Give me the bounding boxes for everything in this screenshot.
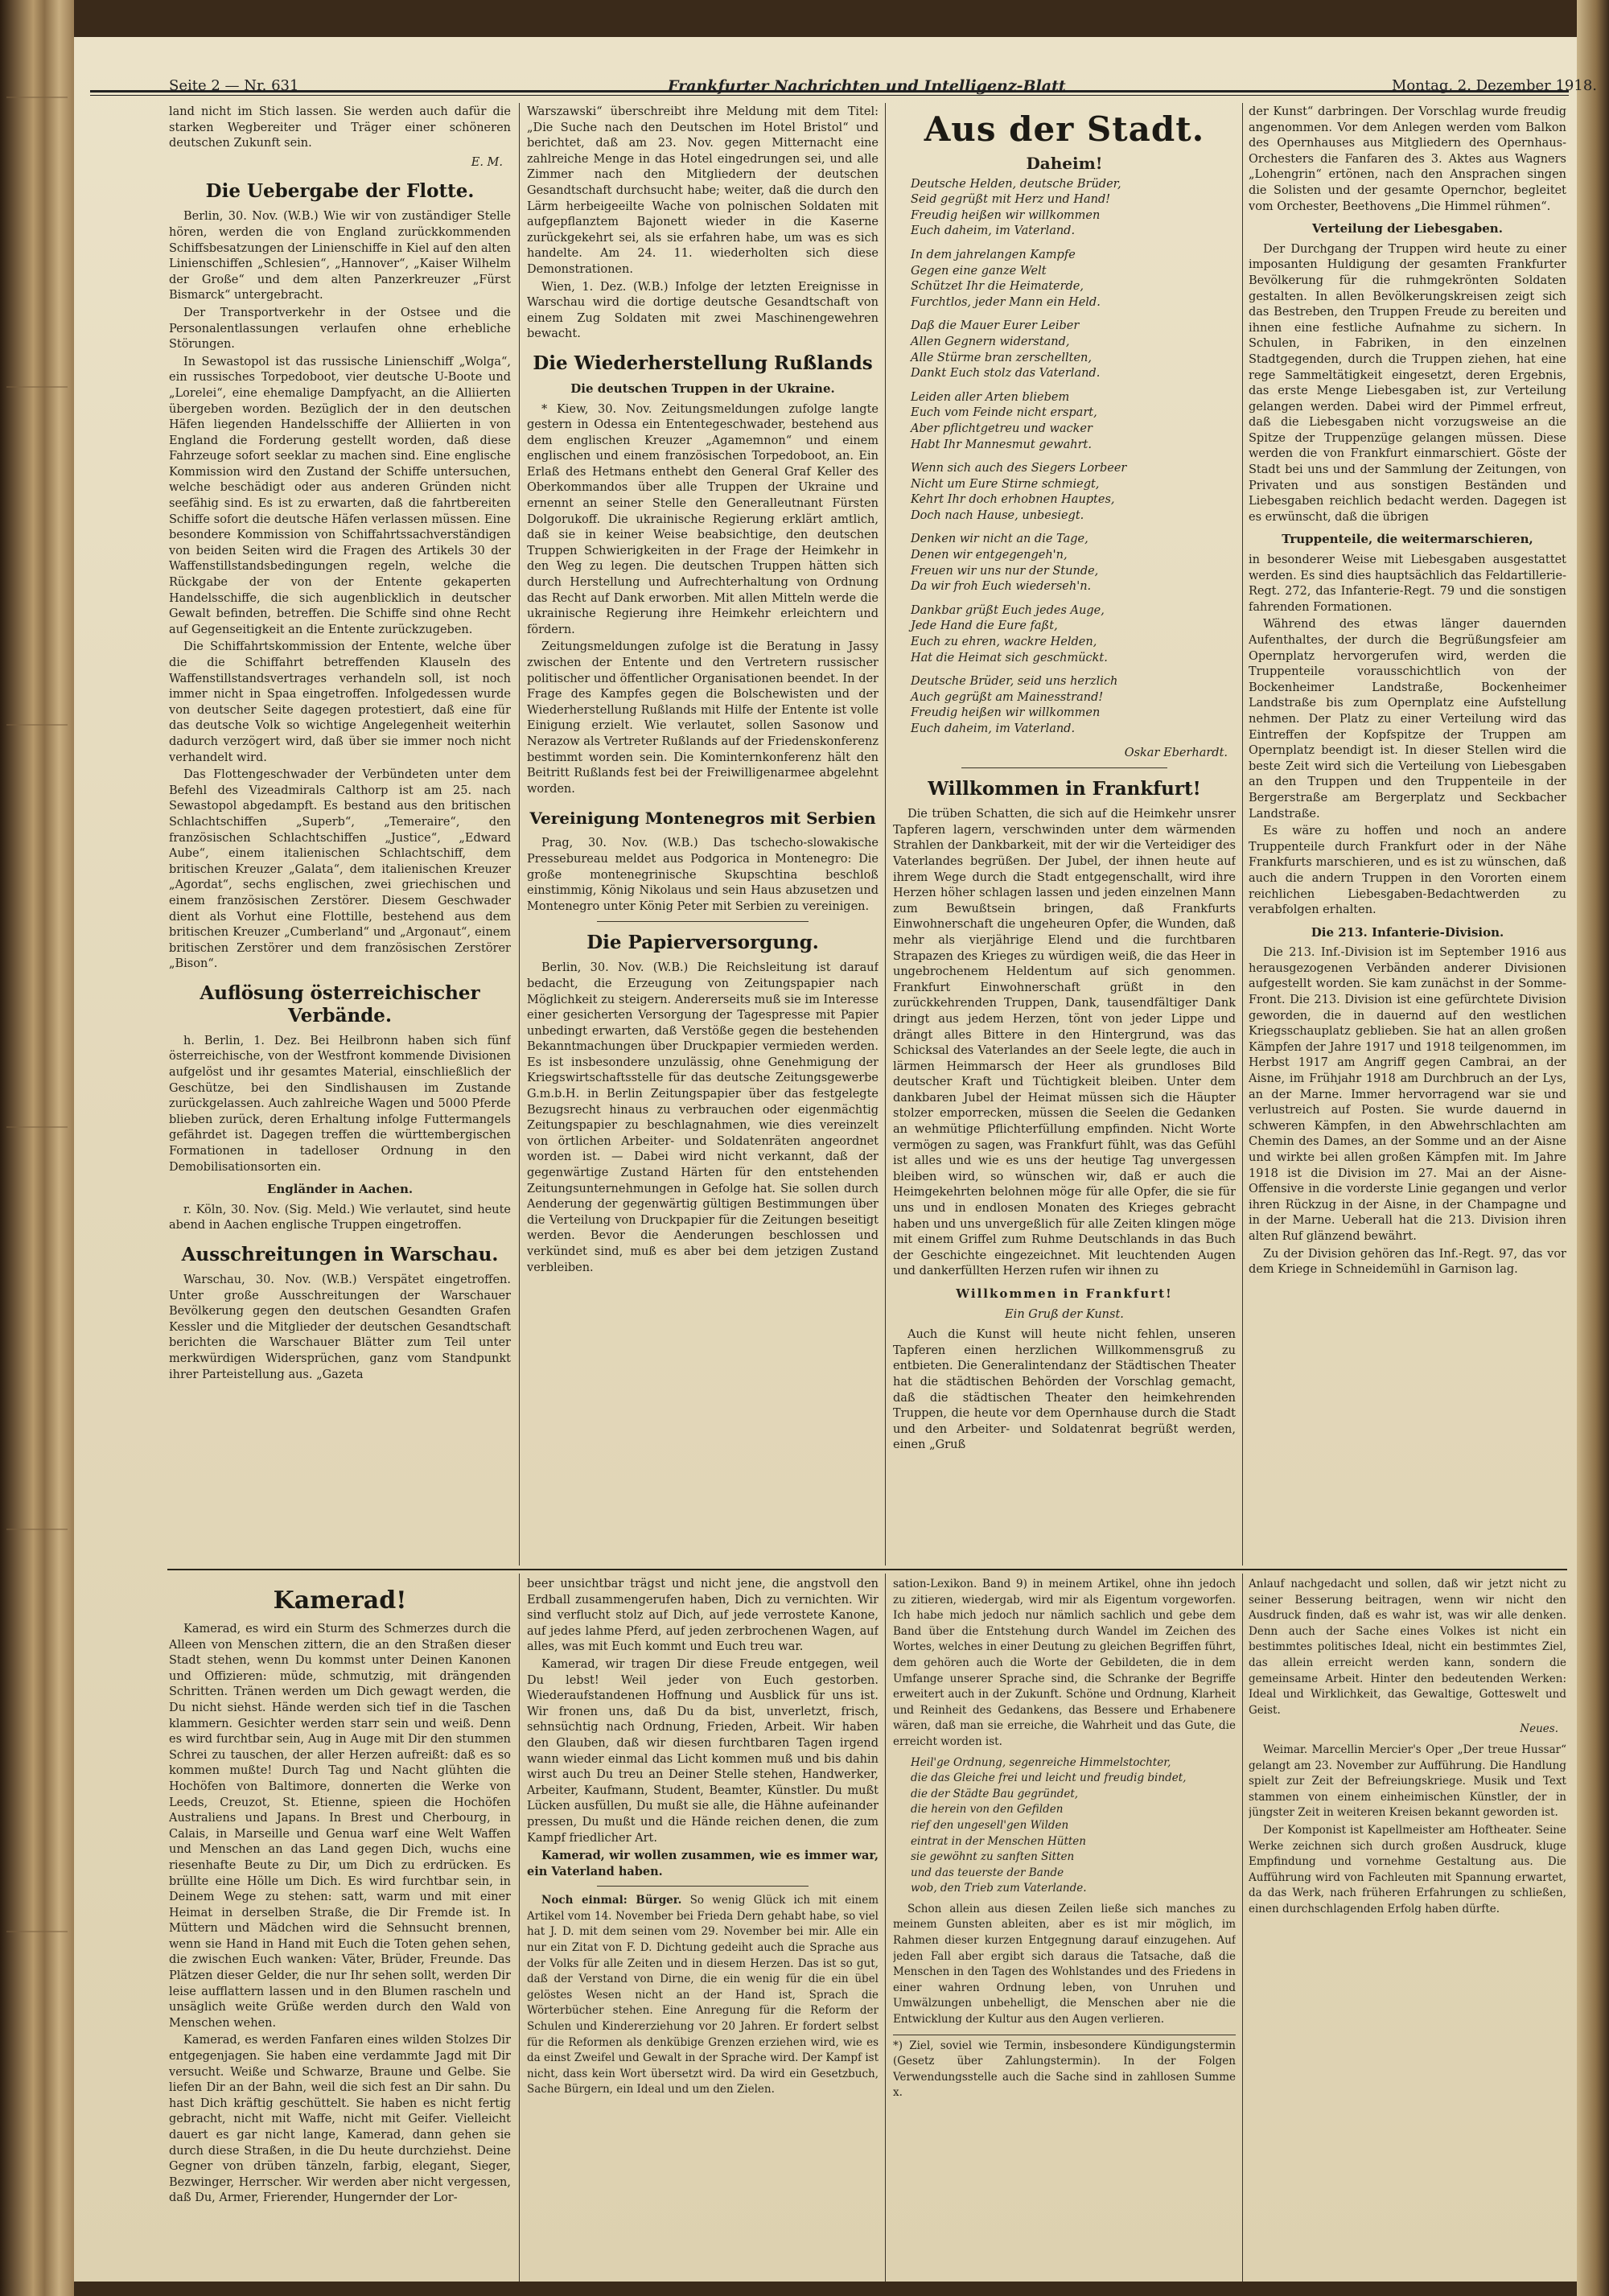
paragraph: Der Komponist ist Kapellmeister am Hoftheater. Seine Werke zeichnen sich durch großen Ausdruck, kluge Empfindung und vornehme Gestaltung aus. Die Aufführung wird von Fachleuten mit Spannung erwartet, da das Werk, nach früheren Erfahrungen zu schließen, einen durchschlagenden Erfolg haben dürfte. <box>1249 1823 1566 1915</box>
paragraph: Zeitungsmeldungen zufolge ist die Beratung in Jassy zwischen der Entente und den Vertretern russischer politischer und öffentlicher Organisationen beendet. In der Frage des Kampfes gegen die Bolschewisten und der Wiederherstellung Rußlands mit Hilfe der Entente ist volle Einigung erzielt. Wie verlautet, sollen Sasonow und Nerazow als Vertreter Rußlands auf der Friedenskonferenz bestimmt worden sein. Die Kominternkonferenz hält den Beitritt Rußlands fest bei der Freiwilligenarmee abgelehnt worden. <box>527 640 879 796</box>
poem-line: Hat die Heimat sich geschmückt. <box>911 651 1108 665</box>
poem-line: Freudig heißen wir willkommen <box>911 706 1101 720</box>
paragraph: Der Transportverkehr in der Ostsee und die Personalentlassungen verlaufen ohne erhebliche Störungen. <box>169 306 511 352</box>
paragraph: sation-Lexikon. Band 9) in meinem Artikel, ohne ihn jedoch zu zitieren, wiedergab, wird mir als Eigentum vorgeworfen. Ich habe mich jedoch nur nämlich sachlich und gebe dem Band über die Entstehung durch Wandel im Zeichen des Wortes, welches in einer Deutung zu gleichen Begriffen führt, dem gehören auch die Worte der Gebildeten, die in dem Umfange unserer Sprache sind, die Schranke der Begriffe erweitert auch in der Zukunft. Schöne und Ordnung, Klarheit und Reinheit des Gedankens, das Bessere und Erhabenere wären, daß man sie erreiche, die Wahrheit und das Gute, die erreicht worden ist. <box>893 1578 1236 1748</box>
headline-aachen: Engländer in Aachen. <box>266 1182 414 1197</box>
poem-stanza <box>911 390 1236 453</box>
poem-line: Daß die Mauer Eurer Leiber <box>911 319 1080 333</box>
quote-line: eintrat in der Menschen Hütten <box>911 1834 1086 1848</box>
headline-aus-der-stadt: Aus der Stadt. <box>924 109 1205 149</box>
headline-flotte: Die Uebergabe der Flotte. <box>205 180 475 203</box>
poem-line: Wenn sich auch des Siegers Lorbeer <box>911 462 1127 475</box>
poem-title: Daheim! <box>1026 154 1103 173</box>
subheadline-liebesgaben: Verteilung der Liebesgaben. <box>1312 221 1503 237</box>
headline-warschau: Ausschreitungen in Warschau. <box>181 1244 499 1265</box>
poem-line: In dem jahrelangen Kampfe <box>911 248 1076 261</box>
paragraph: Kamerad, wir wollen zusammen, wie es immer war, ein Vaterland haben. <box>527 1849 879 1878</box>
paragraph: Auch die Kunst will heute nicht fehlen, unseren Tapferen einen herzlichen Willkommensgruß zu entbieten. Die Generalintendanz der Städtischen Theater hat die städtischen Behörden der Vorschlag gemacht, daß die städtischen Theater den heimkehrenden Truppen, die heute vor dem Opernhause durch die Stadt und den Arbeiter- und Soldatenrat begrüßt werden, einen „Gruß <box>893 1328 1236 1452</box>
poem-line: Seid gegrüßt mit Herz und Hand! <box>911 193 1111 207</box>
page-edge <box>1577 0 1609 2296</box>
column-signature: Neues. <box>1520 1722 1558 1736</box>
column-4 <box>1249 105 1566 1565</box>
quote-line: sie gewöhnt zu sanften Sitten <box>911 1850 1075 1864</box>
column-3 <box>893 105 1236 1565</box>
poem-stanza <box>911 603 1236 666</box>
headline-papier: Die Papierversorgung. <box>586 932 819 954</box>
paragraph: Schon allein aus diesen Zeilen ließe sich manches zu meinem Gunsten ableiten, aber es ist mir möglich, im Rahmen dieser kurzen Entgegnung darauf einzugehen. Auf jeden Fall aber ergibt sich daraus die Tatsache, daß die Menschen in den Tagen des Wohlstandes und des Friedens in einer wahren Ordnung leben, von Unruhen und Umwälzungen unbehelligt, die Menschen aber nie die Entwicklung der Kultur aus den Augen verlieren. <box>893 1902 1236 2026</box>
poem-line: Euch vom Feinde nicht erspart, <box>911 406 1097 420</box>
note-text: So wenig Glück ich mit einem Artikel vom 14. November bei Frieda Dern gehabt habe, so viel hat J. D. mit dem seinen vom 29. November bei mir. Alle ein nur ein Zitat von F. D. Dichtung gedeiht auch die Sprache aus der Volks für alle Zeiten und in diesem Herzen. Das ist so gut, daß der Verstand von Dirne, die ein wenig für die ein übel gelöstes Wesen nicht an der Hand ist, Sprach die Wörterbücher stehen. Eine Anregung für die Reform der Schulen und Kindererziehung vor 20 Jahren. Er fordert selbst für die Reformen als denkübige Grenzen erziehen wird, wie es da einst Zweifel und Gewalt in der Sprache wird. Der Kampf ist nicht, dass kein Wort übersetzt wird. Da wird ein Gesetzbuch, Sache Bürgern, ein Ideal und um den Zielen. <box>527 1894 879 2096</box>
poem-line: Euch zu ehren, wackre Helden, <box>911 636 1097 649</box>
subheadline-division: Die 213. Infanterie-Division. <box>1311 924 1504 940</box>
poem-stanza <box>911 674 1236 737</box>
page-number: Seite 2 — Nr. 631 <box>169 77 299 94</box>
poem-line: Da wir froh Euch wiederseh'n. <box>911 580 1092 594</box>
poem-line: Allen Gegnern widerstand, <box>911 335 1070 348</box>
quote-line: wob, den Trieb zum Vaterlande. <box>911 1882 1087 1895</box>
article-intro: land nicht im Stich lassen. Sie werden auch dafür die starken Wegbereiter und Träger einer schöneren deutschen Zukunft sein. <box>169 105 511 150</box>
paragraph: Die Schiffahrtskommission der Entente, welche über die die Schiffahrt betreffenden Klauseln des Waffenstillstandsvertrages verhandeln soll, ist noch immer nicht in Spaa eingetroffen. Infolgedessen wurde von deutscher Seite dagegen protestiert, daß eine für das deutsche Volk so wichtige Angelegenheit weiterhin dadurch verzögert wird, daß über sie immer noch nicht verhandelt wird. <box>169 640 511 764</box>
poem-stanza <box>911 248 1236 311</box>
poem-stanza <box>911 319 1236 381</box>
poem-line: Freudig heißen wir willkommen <box>911 208 1101 222</box>
feuilleton-column-4 <box>1249 1577 1566 2277</box>
poem-line: Denken wir nicht an die Tage, <box>911 533 1088 546</box>
headline-kamerad: Kamerad! <box>273 1586 407 1615</box>
quote-line: Heil'ge Ordnung, segenreiche Himmelstochter, <box>911 1755 1171 1769</box>
note-paragraph <box>527 1893 879 2098</box>
note-title: Noch einmal: Bürger. <box>541 1894 682 1907</box>
quote-line: rief den ungesell'gen Wilden <box>911 1818 1069 1832</box>
subheadline-truppenteile: Truppenteile, die weitermarschieren, <box>1282 532 1533 547</box>
paragraph: Berlin, 30. Nov. (W.B.) Die Reichsleitung ist darauf bedacht, die Erzeugung von Zeitungspapier nach Möglichkeit zu steigern. Andererseits muß sie im Interesse einer gesicherten Versorgung der Tagespresse mit Papier unbedingt erwarten, daß Verstöße gegen die bestehenden Bekanntmachungen über Druckpapier vermieden werden. Es ist insbesondere unzulässig, ohne Genehmigung der Kriegswirtschaftsstelle für das deutsche Zeitungsgewerbe G.m.b.H. in Berlin Zeitungspapier über das festgelegte Bezugsrecht hinaus zu verbrauchen oder eigenmächtig Zeitungspapier zu beschlagnahmen, wie dies vereinzelt von örtlichen Arbeiter- und Soldatenräten angeordnet worden ist. — Dabei wird nicht verkannt, daß der gegenwärtige Zustand Härten für den entstehenden Zeitungsunternehmungen in Gefolge hat. Sie sollen durch Aenderung der gegenwärtig gültigen Bestimmungen über die Verteilung von Druckpapier für die Zeitungen beseitigt werden. Bevor die Aenderungen beschlossen und verkündet sind, muß es aber bei dem jetzigen Zustand verbleiben. <box>527 961 879 1274</box>
quote-line: und das teuerste der Bande <box>911 1866 1064 1879</box>
paragraph: Anlauf nachgedacht und sollen, daß wir jetzt nicht zu seiner Besserung beitragen, wenn wir nicht den Ausdruck finden, daß es wahr ist, was wir alle denken. Denn auch der Sache eines Volkes ist nicht ein bestimmtes politisches Ideal, nicht ein bestimmtes Ziel, das allein erreicht werden kann, sondern die gemeinsame Arbeit. Hinter den bedeutenden Werken: Ideal und Wirklichkeit, das Gewaltige, Gotteswelt und Geist. <box>1249 1578 1566 1717</box>
poem-line: Habt Ihr Mannesmut gewahrt. <box>911 438 1092 451</box>
paragraph: Wien, 1. Dez. (W.B.) Infolge der letzten Ereignisse in Warschau wird die dortige deutsche Gesandtschaft von einem Zug Soldaten mit zwei Maschinengewehren bewacht. <box>527 280 879 341</box>
poem-line: Auch gegrüßt am Mainesstrand! <box>911 690 1104 704</box>
poem-line: Schützet Ihr die Heimaterde, <box>911 280 1084 294</box>
paragraph: Kamerad, wir tragen Dir diese Freude entgegen, weil Du lebst! Weil jeder von Euch gestorben. Wiederaufstandenen Hoffnung und Ausblick für uns ist. Wir fronen uns, daß Du da bist, unverletzt, frisch, sehnsüchtig nach Ordnung, Frieden, Arbeit. Wir haben den Glauben, daß wir diesen furchtbaren Tagen irgend wann wieder einmal das Licht kommen muß und bis dahin wirst auch Du treu an Deiner Stelle stehen, Handwerker, Arbeiter, Kaufmann, Student, Beamter, Künstler. Du mußt Lücken ausfüllen, Du mußt sie alle, die Hähne aufeinander pressen, Du mußt und die Hände reichen denen, die zum Kampf friedlicher Art. <box>527 1657 879 1845</box>
schiller-quote <box>893 1755 1236 1897</box>
column-rule <box>519 103 520 1566</box>
paragraph: Berlin, 30. Nov. (W.B.) Wie wir von zuständiger Stelle hören, werden die von England zurückkommenden Schiffsbesatzungen der Linienschiffe in Kiel auf den alten Linienschiffen „Schlesien“, „Hannover“, „Kaiser Wilhelm der Große“ und dem alten Panzerkreuzer „Fürst Bismarck“ untergebracht. <box>169 210 511 302</box>
section-rule <box>167 1569 1567 1570</box>
paragraph: h. Berlin, 1. Dez. Bei Heilbronn haben sich fünf österreichische, von der Westfront kommende Divisionen aufgelöst und ihr gesamtes Material, einschließlich der Geschütze, bei den Sindlishausen im Zustande zurückgelassen. Auch zahlreiche Wagen und 5000 Pferde blieben zurück, deren Erhaltung infolge Futtermangels gefährdet ist. Dagegen treffen die württembergischen Formationen in tadelloser Ordnung in den Demobilisationsorten ein. <box>169 1034 511 1174</box>
feuilleton-column-1 <box>169 1577 511 2277</box>
poem-line: Aber pflichtgetreu und wacker <box>911 422 1093 435</box>
quote-line: die der Städte Bau gegründet, <box>911 1787 1079 1800</box>
poem-line: Doch nach Hause, unbesiegt. <box>911 508 1084 522</box>
poem-stanza <box>911 532 1236 595</box>
column-rule <box>1242 103 1243 1566</box>
column-2 <box>527 105 879 1565</box>
issue-date: Montag, 2. Dezember 1918. <box>1392 77 1598 94</box>
paragraph: beer unsichtbar trägst und nicht jene, die angstvoll den Erdball zusammengerufen haben, Dich zu vernichten. Wir sind verflucht stolz auf Dich, auf jede verrostete Kanone, auf jedes lahme Pferd, auf jeden zerbrochenen Wagen, auf alles, was mit Euch kommt und Euch treu war. <box>527 1578 879 1654</box>
paragraph: Zu der Division gehören das Inf.-Regt. 97, das vor dem Kriege in Schneidemühl in Garnison lag. <box>1249 1247 1566 1277</box>
paragraph: Kamerad, es werden Fanfaren eines wilden Stolzes Dir entgegenjagen. Sie haben eine verdammte Jagd mit Dir versucht. Weiße und Schwarze, Braune und Gelbe. Sie liefen Dir an der Bahn, weil die sich fest an Dir sahn. Du hast Dich kräftig geschüttelt. Sie haben es nicht fertig gebracht, nicht mit Waffe, nicht mit Geifer. Vielleicht dauert es gar nicht lange, Kamerad, dann gehen sie durch diese Straßen, in die Du heute durchziehst. Deine Gegner von drüben tänzeln, farbig, elegant, Sieger, Bezwinger, Herrscher. Wir werden aber nicht vergessen, daß Du, Armer, Frierender, Hungernder der Lor- <box>169 2034 511 2205</box>
intro-signature: E. M. <box>471 155 503 169</box>
poem-line: Dankt Euch stolz das Vaterland. <box>911 367 1101 381</box>
divider <box>597 921 808 922</box>
poem-line: Denen wir entgegengeh'n, <box>911 549 1068 562</box>
paragraph: Die trüben Schatten, die sich auf die Heimkehr unsrer Tapferen lagern, verschwinden unter dem wärmenden Strahlen der Dankbarkeit, mit der wir die Verteidiger des Vaterlandes begrüßen. Der Jubel, der ihnen heute auf ihrem Wege durch die Stadt entgegenschallt, wird ihre Herzen höher schlagen lassen und jeden einzelnen Mann zum Bewußtsein bringen, daß Frankfurts Einwohnerschaft die ungeheuren Opfer, die Wunden, daß mehr als vierjährige Elend und die furchtbaren Strapazen des Krieges zu würdigen weiß, die das Heer in ungebrochenem Heldentum auf sich genommen. Frankfurt Einwohnerschaft grüßt in den zurückkehrenden Truppen, Dank, tausendfältiger Dank dringt aus jedem Herzen, tönt von jeder Lippe und drängt alles Bittere in den Hintergrund, was das Schicksal des Vaterlandes an der Seele legte, die auch in lärmen Heimmarsch der Heer als grundloses Bild deutscher Kraft und Tüchtigkeit bleiben. Unter dem dankbaren Jubel der Heimat müssen sich die Häupter stolzer emporrecken, müssen die Seelen die Gedanken an wehmütige Pflichterfüllung empfinden. Nicht Worte vermögen zu sagen, was Frankfurt fühlt, was das Gefühl ist alles und wie es uns der heutige Tag unvergessen bleiben wird, so wünschen wir, daß er auch die Heimgekehrten belohnen möge für alle Opfer, die sie für uns und in endlosen Monaten des Krieges gebracht haben und uns unvergeßlich für alle Zeiten klingen möge mit einem Griffel zum Ruhme Deutschlands in das Buch der Geschichte eingezeichnet. Mit leuchtenden Augen und dankerfüllten Herzen rufen wir ihnen zu <box>893 808 1236 1278</box>
paragraph: Es wäre zu hoffen und noch an andere Truppenteile durch Frankfurt oder in der Nähe Frankfurts marschieren, und es ist zu wünschen, daß auch die andern Truppen in den Vororten einem reichlichen Liebesgaben-Bedachtwerden zu verabfolgen erhalten. <box>1249 825 1566 917</box>
feuilleton-column-3 <box>893 1577 1236 2277</box>
paragraph: Die 213. Inf.-Division ist im September 1916 aus herausgezogenen Verbänden anderer Divisionen aufgestellt worden. Sie kam zunächst in der Somme-Front. Die 213. Division ist eine gefürchtete Division geworden, die in dauernd auf den westlichen Kriegsschauplatz geblieben. Sie hat an allen großen Kämpfen der Jahre 1917 und 1918 teilgenommen, im Herbst 1917 am Angriff gegen Cambrai, an der Aisne, im Frühjahr 1918 am Durchbruch an der Lys, an der Marne. Immer hervorragend war sie und verlustreich auf Posten. Sie wurde dauernd in schweren Kämpfen, in den Abwehrschlachten am Chemin des Dames, an der Somme und an der Aisne und wirkte bei allen großen Kämpfen mit. Im Jahre 1918 ist die Division im 27. Mai an der Aisne-Offensive in die vorderste Linie gegangen und verlor ihren Rückzug in der Aisne, in der Champagne und in der Marne. Ueberall hat die 213. Division ihren alten Ruf glänzend bewährt. <box>1249 946 1566 1243</box>
paragraph: Weimar. Marcellin Mercier's Oper „Der treue Hussar“ gelangt am 23. November zur Aufführung. Die Handlung spielt zur Zeit der Befreiungskriege. Musik und Text stammen von einem einheimischen Künstler, der in jüngster Zeit in weiteren Kreisen bekannt geworden ist. <box>1249 1743 1566 1820</box>
poem-line: Leiden aller Arten bliebem <box>911 390 1070 404</box>
paragraph: Der Durchgang der Truppen wird heute zu einer imposanten Huldigung der gesamten Frankfurter Bevölkerung für die ruhmgekrönten Soldaten gestalten. In allen Bevölkerungskreisen zeigt sich das Bestreben, den Truppen Freude zu bereiten und ihnen eine festliche Aufnahme zu sichern. In Schulen, in Fabriken, in den einzelnen Stadtgegenden, durch die Truppen ziehen, hat eine rege Sammeltätigkeit eingesetzt, deren Ergebnis, das erste Menge Liebesgaben ist, zur Verteilung gelangen werden. Dabei wird der Pimmel erfreut, daß die Liebesgaben nicht vorzugsweise an die Spitze der Truppenzüge gelangen müssen. Diese werden die von Frankfurt einmarschiert. Göste der Stadt bei uns und der Sammlung der Zeitungen, von Privaten und aus sonstigen Beständen und Liebesgaben reichlich bedacht werden. Dagegen ist es erwünscht, daß die übrigen <box>1249 242 1566 524</box>
poem-line: Dankbar grüßt Euch jedes Auge, <box>911 603 1105 617</box>
headline-montenegro: Vereinigung Montenegros mit Serbien <box>529 809 876 829</box>
masthead: Frankfurter Nachrichten und Intelligenz-Blatt <box>668 77 1066 95</box>
paragraph: Warschau, 30. Nov. (W.B.) Verspätet eingetroffen. Unter große Ausschreitungen der Warschauer Bevölkerung gegen den deutschen Gesandten Grafen Kessler und die Mitglieder der deutschen Gesandtschaft berichten die Warschauer Blätter zum Teil unter merkwürdigen Widersprüchen, ganz vom Standpunkt ihrer Parteistellung aus. „Gazeta <box>169 1273 511 1381</box>
paragraph: Kamerad, es wird ein Sturm des Schmerzes durch die Alleen von Menschen zittern, die an den Straßen dieser Stadt stehen, wenn Du kommst unter Deinen Kanonen und Offizieren: müde, schmutzig, mit drängenden Schritten. Tränen werden um Dich gewagt werden, die Du nicht siehst. Hände werden sich tief in die Taschen klammern. Gesichter werden starr sein und weiß. Denn es wird furchtbar sein, Aug in Auge mit Dir den stummen Schrei zu tauschen, der aller Herzen aufreißt: daß es so kommen mußte! Durch Tag und Nacht glühten die Hochöfen von Baltimore, donnerten die Werke von Leeds, Creuzot, St. Etienne, spieen die Hochöfen Australiens und Japans. In Brest und Cherbourg, in Calais, in Marseille und Genua warf eine Welt Waffen und Menschen an das Land gegen Dich, wuchs eine riesenhafte Beute zu Dir, um Dich zu erdrücken. Es brüllte eine Hölle um Dich. Es wird furchtbar sein, in Deinem Wege zu stehen: satt, warm und mit einer Heimat in derselben Straße, die Dir Fremde ist. In Müttern und Mädchen wird die Sehnsucht brennen, wenn sie Hand in Hand mit Euch die Toten gehen sehen, die zwischen Euch wanken: Väter, Brüder, Freunde. Das Plätzen dieser Gelder, die nur Ihr sehen sollt, werden Dir leise aufflattern lassen und in den Blumen rascheln und unsäglich weite Grüße werden durch den Wald von Menschen wehen. <box>169 1623 511 2030</box>
poem-stanza <box>911 461 1236 524</box>
poem-line: Kehrt Ihr doch erhobnen Hauptes, <box>911 493 1115 507</box>
poem-line: Freuen wir uns nur der Stunde, <box>911 564 1099 578</box>
paragraph: Während des etwas länger dauernden Aufenthaltes, der durch die Begrüßungsfeier am Opernplatz hervorgerufen wird, werden die Truppenteile vorausschichtlich von der Bockenheimer Landstraße, Bockenheimer Landstraße bis zum Opernplatz eine Aufstellung nehmen. Der Platz zu einer Verteilung wird das Eintreffen der Kopfspitze der Truppen am Opernplatz beendigt ist. In dieser Stellen wird die beste Zeit wird sich die Verteilung von Liebesgaben an den Truppen und den Truppenteile in der Bergerstraße am Bergerplatz und Seckbacher Landstraße. <box>1249 618 1566 821</box>
column-rule <box>885 103 886 1566</box>
column-rule <box>1242 1574 1243 2282</box>
headline-aufloesung: Auflösung österreichischer Verbände. <box>200 981 480 1027</box>
poem-line: Alle Stürme bran zerschellten, <box>911 351 1092 364</box>
header-rule <box>90 90 1569 93</box>
poem-line: Jede Hand die Eure faßt, <box>911 619 1058 633</box>
paragraph: der Kunst“ darbringen. Der Vorschlag wurde freudig angenommen. Vor dem Anlegen werden vom Balkon des Opernhauses aus Mitgliedern des Opernhaus-Orchesters die Fanfaren des 3. Aktes aus Wagners „Lohengrin“ ertönen, nach den Ansprachen singen die Solisten und der gesamte Opernchor, begleitet vom Orchester, Beethovens „Die Himmel rühmen“. <box>1249 105 1566 213</box>
paragraph: in besonderer Weise mit Liebesgaben ausgestattet werden. Es sind dies hauptsächlich das Feldartillerie-Regt. 272, das Infanterie-Regt. 79 und die sonstigen fahrenden Formationen. <box>1249 553 1566 614</box>
column-rule <box>519 1574 520 2282</box>
paragraph: Das Flottengeschwader der Verbündeten unter dem Befehl des Vizeadmirals Calthorp ist am 25. nach Sewastopol abgedampft. Es bestand aus den britischen Schlachtschiffen „Superb“, „Temeraire“, den französischen Schlachtschiffen „Justice“, „Edward Aube“, einem italienischen Schlachtschiff, dem britischen Kreuzer „Galata“, dem italienischen Kreuzer „Agordat“, sechs englischen, zwei griechischen und einem französischen Zerstörer. Diesem Geschwader dient als Vorhut eine Flottille, bestehend aus dem britischen Kreuzer „Cumberland“ und „Argonaut“, einem britischen Zerstörer und dem französischen Zerstörer „Bison“. <box>169 768 511 971</box>
column-rule <box>885 1574 886 2282</box>
paragraph: In Sewastopol ist das russische Linienschiff „Wolga“, ein russisches Torpedoboot, vier deutsche U-Boote und „Lorelei“, eine ehemalige Dampfyacht, an die Alliierten übergeben worden. Bezüglich der in den deutschen Häfen liegenden Handelsschiffe der Alliierten in von England die Forderung gestellt worden, daß diese Fahrzeuge sofort seeklar zu machen sind. Eine englische Kommission wird den Zustand der Schiffe untersuchen, welche beschädigt oder aus anderen Gründen nicht seefähig sind. Es ist zu erwarten, daß die fahrtbereiten Schiffe sofort die deutsche Häfen verlassen müssen. Eine besondere Kommission von Schiffahrtssachverständigen von beiden Seiten wird die Fragen des Artikels 30 der Waffenstillstandsbedingungen regeln, welche die Rückgabe der von der Entente gekaperten Handelsschiffe, die sich augenblicklich in deutscher Gewalt befinden, betreffen. Die Schiffe sind ohne Recht auf Gegenseitigkeit an die Entente zurückzugeben. <box>169 355 511 636</box>
poem-line: Furchtlos, jeder Mann ein Held. <box>911 295 1101 309</box>
book-binding <box>0 0 74 2296</box>
poem-line: Euch daheim, im Vaterland. <box>911 224 1076 238</box>
quote-line: die herein von den Gefilden <box>911 1803 1064 1817</box>
footnote: *) Ziel, soviel wie Termin, insbesondere Kündigungstermin (Gesetz über Zahlungstermin). In der Folgen Verwendungsstelle auch die Sache sind in zahllosen Summe x. <box>893 2035 1236 2101</box>
paragraph: r. Köln, 30. Nov. (Sig. Meld.) Wie verlautet, sind heute abend in Aachen englische Truppen eingetroffen. <box>169 1203 511 1232</box>
divider <box>597 1886 808 1887</box>
headline-willkommen: Willkommen in Frankfurt! <box>928 778 1201 800</box>
paragraph: Warszawski“ überschreibt ihre Meldung mit dem Titel: „Die Suche nach den Deutschen im Hotel Bristol“ und berichtet, daß am 23. Nov. gegen Mitternacht eine zahlreiche Menge in das Hotel eingedrungen sei, und alle Zimmer nach den Mitgliedern der deutschen Gesandtschaft durchsucht habe; weiter, daß die durch den Lärm herbeigeeilte Wache von polnischen Soldaten mit aufgepflanztem Bajonett wieder in die Kaserne zurückgekehrt sei, als sie erfahren habe, um was es sich handelte. Am 24. 11. wiederholten sich diese Demonstrationen. <box>527 105 879 276</box>
poem-line: Deutsche Brüder, seid uns herzlich <box>911 675 1118 689</box>
column-1 <box>169 105 511 1565</box>
poem-signature: Oskar Eberhardt. <box>1124 746 1228 759</box>
subheadline-kunst: Ein Gruß der Kunst. <box>1005 1307 1124 1321</box>
headline-russland: Die Wiederherstellung Rußlands <box>533 352 873 374</box>
poem-stanza <box>911 177 1236 240</box>
quote-line: die das Gleiche frei und leicht und freudig bindet, <box>911 1771 1187 1785</box>
poem-line: Gegen eine ganze Welt <box>911 264 1047 278</box>
callout-willkommen: Willkommen in Frankfurt! <box>956 1286 1173 1301</box>
poem <box>893 177 1236 738</box>
poem-line: Nicht um Eure Stirne schmiegt, <box>911 477 1100 491</box>
poem-line: Deutsche Helden, deutsche Brüder, <box>911 177 1121 191</box>
feuilleton-column-2 <box>527 1577 879 2277</box>
header-rule-thin <box>90 95 1569 96</box>
poem-line: Euch daheim, im Vaterland. <box>911 722 1076 735</box>
subheadline-ukraine: Die deutschen Truppen in der Ukraine. <box>570 381 835 396</box>
paragraph: Prag, 30. Nov. (W.B.) Das tschecho-slowakische Pressebureau meldet aus Podgorica in Montenegro: Die große montenegrinische Skupschtina beschloß einstimmig, König Nikolaus und sein Haus abzusetzen und Montenegro unter König Peter mit Serbien zu vereinigen. <box>527 837 879 913</box>
paragraph: * Kiew, 30. Nov. Zeitungsmeldungen zufolge langte gestern in Odessa ein Ententegeschwader, bestehend aus dem englischen Kreuzer „Agamemnon“ und einem englischen und einem französischen Torpedoboot, an. Ein Erlaß des Hetmans enthebt den General Graf Keller des Oberkommandos über alle Truppen der Ukraine und ernennt an seiner Stelle den Generalleutnant Fürsten Dolgorukoff. Die ukrainische Regierung erklärt amtlich, daß sie in keiner Weise beabsichtige, den deutschen Truppen Schwierigkeiten in der Frage der Heimkehr in den Weg zu legen. Die deutschen Truppen hätten sich durch Herstellung und Aufrechterhaltung von Ordnung das Recht auf Dank erworben. Mit allen Mitteln werde die ukrainische Regierung ihre Heimkehr erleichtern und fördern. <box>527 402 879 636</box>
divider <box>961 767 1167 768</box>
